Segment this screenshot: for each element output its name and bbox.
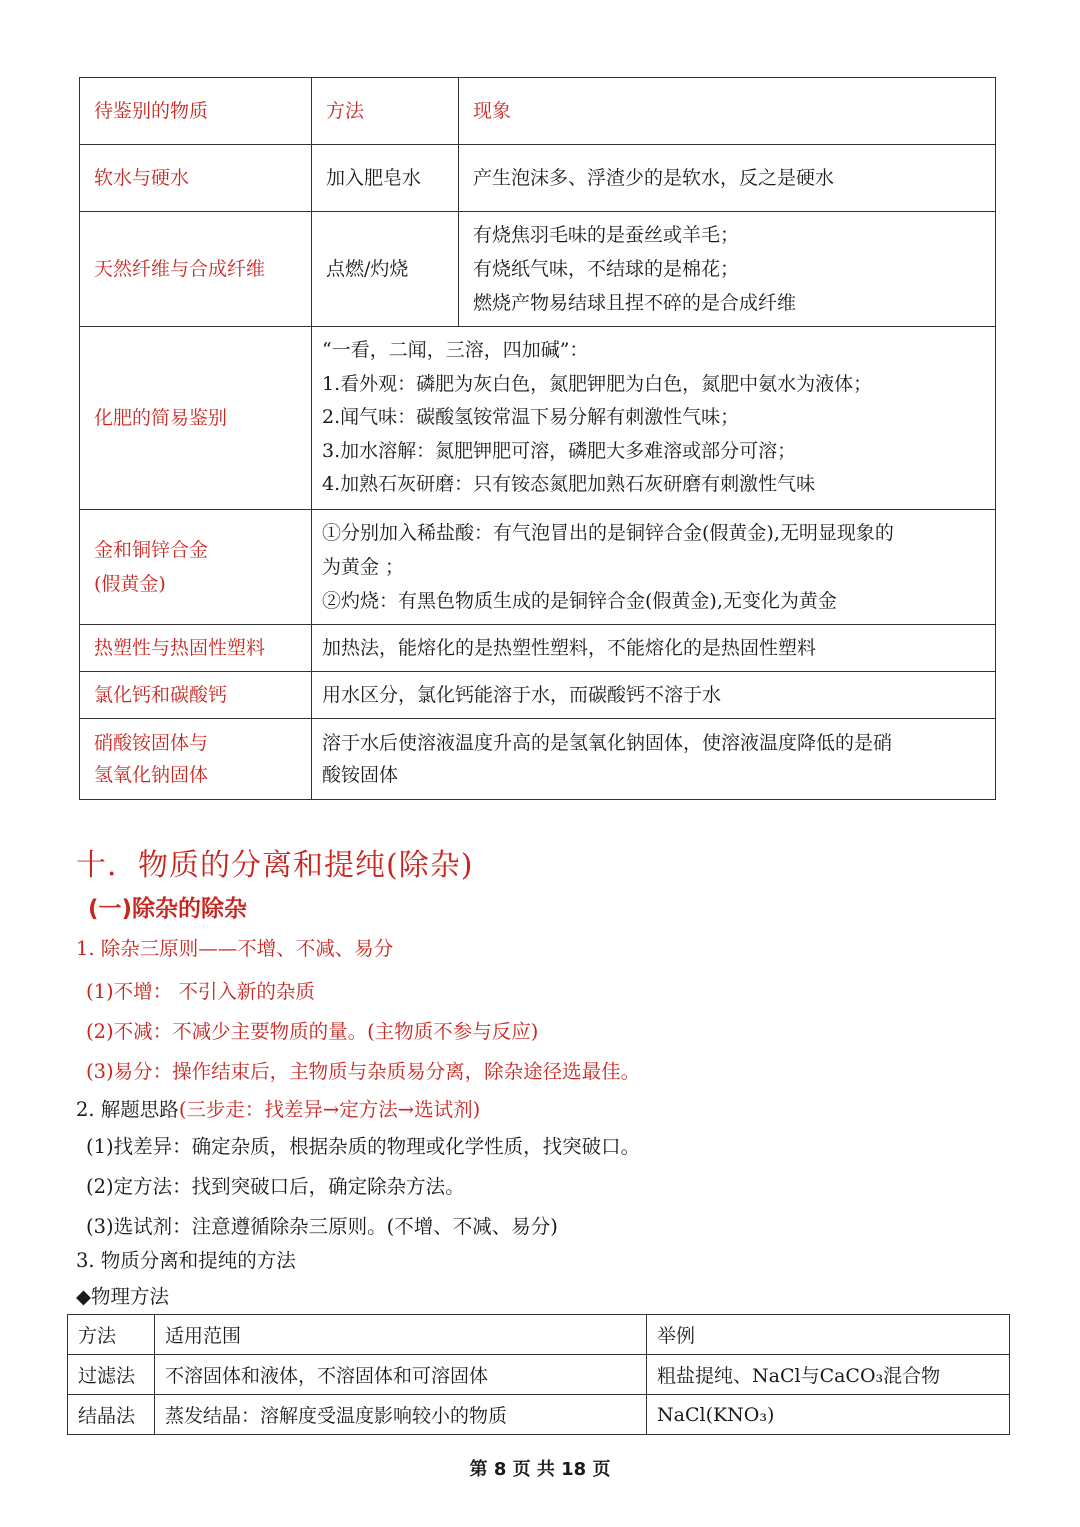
paragraph-line bbox=[76, 1094, 480, 1122]
item-cell: 氯化钙和碳酸钙 bbox=[80, 672, 312, 719]
result-line: 燃烧产物易结球且捏不碎的是合成纤维 bbox=[473, 292, 797, 314]
table-header-row bbox=[68, 1315, 1010, 1355]
table-row bbox=[80, 672, 996, 719]
page-number-footer: 第 8 页 共 18 页 bbox=[469, 1459, 611, 1480]
subsection-title: (一)除杂的除杂 bbox=[88, 896, 248, 922]
paragraph-line: ◆物理方法 bbox=[76, 1285, 169, 1308]
result-line: 有烧纸气味，不结球的是棉花； bbox=[473, 258, 740, 280]
item-cell: 热塑性与热固性塑料 bbox=[80, 625, 312, 672]
merged-cell: 加热法，能熔化的是热塑性塑料，不能熔化的是热固性塑料 bbox=[312, 625, 996, 672]
header-cell: 方法 bbox=[68, 1315, 155, 1355]
result-line: “一看，二闻，三溶，四加碱”： bbox=[322, 339, 589, 362]
paragraph-highlight: (三步走：找差异→定方法→选试剂) bbox=[178, 1098, 481, 1121]
item-cell: 化肥的简易鉴别 bbox=[80, 327, 312, 510]
item-line: 金和铜锌合金 bbox=[94, 539, 209, 561]
merged-cell bbox=[312, 327, 996, 510]
paragraph-line: 1. 除杂三原则——不增、不减、易分 bbox=[76, 937, 394, 960]
paragraph-line: (3)易分：操作结束后，主物质与杂质易分离，除杂途径选最佳。 bbox=[86, 1060, 641, 1083]
paragraph-line: (3)选试剂：注意遵循除杂三原则。(不增、不减、易分) bbox=[86, 1215, 558, 1238]
table-cell: 不溶固体和液体，不溶固体和可溶固体 bbox=[155, 1355, 647, 1395]
header-cell: 适用范围 bbox=[155, 1315, 647, 1355]
table-row bbox=[68, 1355, 1010, 1395]
result-line: ①分别加入稀盐酸：有气泡冒出的是铜锌合金(假黄金),无明显现象的 bbox=[322, 522, 894, 544]
item-cell: 天然纤维与合成纤维 bbox=[80, 212, 312, 327]
result-line: 有烧焦羽毛味的是蚕丝或羊毛； bbox=[473, 224, 740, 246]
separation-methods-table bbox=[67, 1314, 1010, 1435]
table-row bbox=[80, 327, 996, 510]
table-cell: 粗盐提纯、NaCl与CaCO₃混合物 bbox=[647, 1355, 1010, 1395]
paragraph-line: (1)找差异：确定杂质，根据杂质的物理或化学性质，找突破口。 bbox=[86, 1135, 641, 1158]
section-title: 十．物质的分离和提纯(除杂) bbox=[76, 848, 474, 883]
identification-table bbox=[79, 77, 996, 800]
result-line: 为黄金 ； bbox=[322, 556, 405, 578]
table-row bbox=[80, 212, 996, 327]
result-line: 3.加水溶解：氮肥钾肥可溶，磷肥大多难溶或部分可溶； bbox=[322, 439, 797, 462]
method-cell: 点燃/灼烧 bbox=[312, 212, 459, 327]
item-line: (假黄金) bbox=[94, 573, 166, 595]
table-cell: 结晶法 bbox=[68, 1395, 155, 1435]
result-line: 4.加熟石灰研磨：只有铵态氮肥加熟石灰研磨有刺激性气味 bbox=[322, 473, 816, 496]
result-line: 1.看外观：磷肥为灰白色，氮肥钾肥为白色，氮肥中氨水为液体； bbox=[322, 372, 873, 395]
merged-cell bbox=[312, 719, 996, 800]
item-line: 硝酸铵固体与 bbox=[94, 732, 209, 754]
result-line: 溶于水后使溶液温度升高的是氢氧化钠固体，使溶液温度降低的是硝 bbox=[322, 732, 893, 754]
merged-cell: 用水区分，氯化钙能溶于水，而碳酸钙不溶于水 bbox=[312, 672, 996, 719]
item-cell bbox=[80, 510, 312, 625]
table-row bbox=[80, 510, 996, 625]
result-cell: 产生泡沫多、浮渣少的是软水，反之是硬水 bbox=[459, 145, 996, 212]
item-cell: 软水与硬水 bbox=[80, 145, 312, 212]
table-cell: 过滤法 bbox=[68, 1355, 155, 1395]
paragraph-prefix: 2. 解题思路 bbox=[76, 1098, 179, 1121]
result-line: 酸铵固体 bbox=[322, 764, 399, 786]
header-cell: 待鉴别的物质 bbox=[80, 78, 312, 145]
paragraph-line: (2)定方法：找到突破口后，确定除杂方法。 bbox=[86, 1175, 465, 1198]
table-header-row bbox=[80, 78, 996, 145]
result-line: 2.闻气味：碳酸氢铵常温下易分解有刺激性气味； bbox=[322, 406, 740, 429]
table-row bbox=[80, 145, 996, 212]
method-cell: 加入肥皂水 bbox=[312, 145, 459, 212]
item-cell bbox=[80, 719, 312, 800]
table-row bbox=[68, 1395, 1010, 1435]
merged-cell bbox=[312, 510, 996, 625]
paragraph-line: (2)不减：不减少主要物质的量。(主物质不参与反应) bbox=[86, 1020, 539, 1043]
item-line: 氢氧化钠固体 bbox=[94, 764, 209, 786]
paragraph-line: (1)不增： 不引入新的杂质 bbox=[86, 980, 315, 1003]
table-row bbox=[80, 719, 996, 800]
table-row bbox=[80, 625, 996, 672]
result-line: ②灼烧：有黑色物质生成的是铜锌合金(假黄金),无变化为黄金 bbox=[322, 590, 837, 612]
table-cell: 蒸发结晶：溶解度受温度影响较小的物质 bbox=[155, 1395, 647, 1435]
table-cell: NaCl(KNO₃) bbox=[647, 1395, 1010, 1435]
header-cell: 现象 bbox=[459, 78, 996, 145]
header-cell: 举例 bbox=[647, 1315, 1010, 1355]
header-cell: 方法 bbox=[312, 78, 459, 145]
paragraph-line: 3. 物质分离和提纯的方法 bbox=[76, 1249, 296, 1272]
result-cell bbox=[459, 212, 996, 327]
